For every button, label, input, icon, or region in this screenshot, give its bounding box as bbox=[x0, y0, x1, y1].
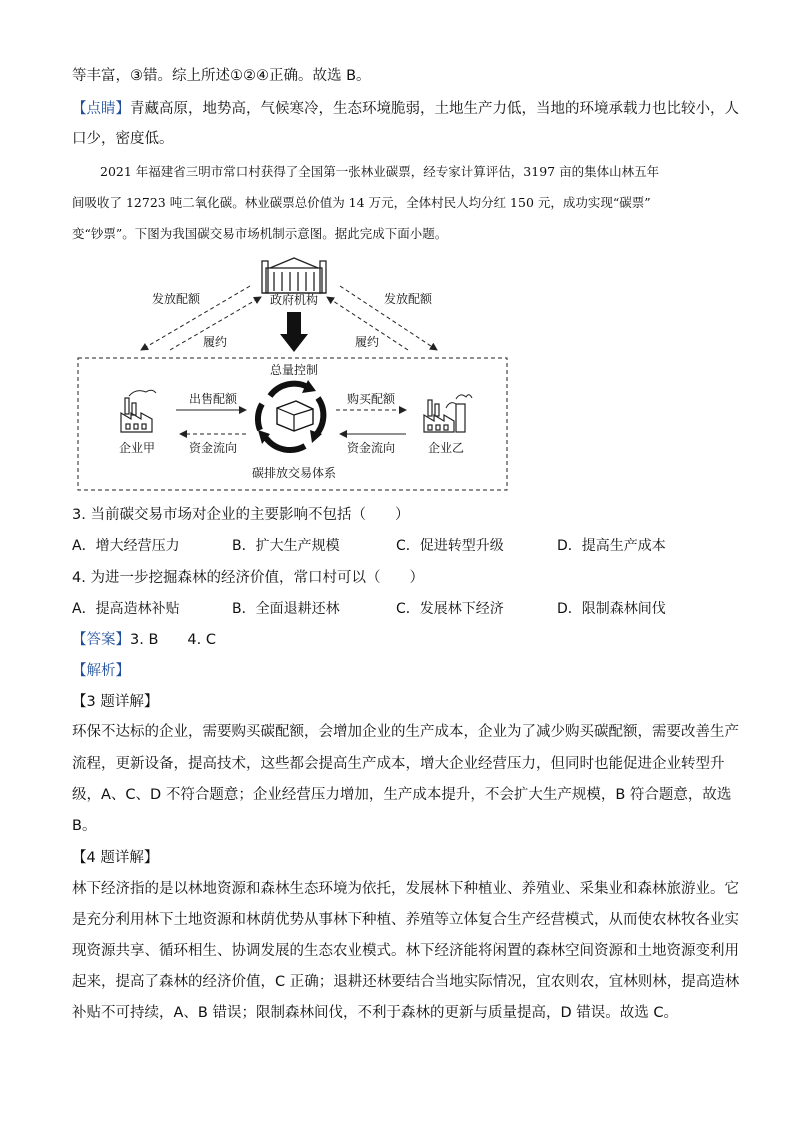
detail-4-line-3: 现资源共享、循环相生、协调发展的生态农业模式。林下经济能将闲置的森林空间资源和土地资源变利用 bbox=[72, 943, 739, 959]
fund-right-label: 资金流向 bbox=[346, 441, 396, 455]
total-control-label: 总量控制 bbox=[269, 363, 319, 377]
note-tag: 【点睛】 bbox=[72, 101, 130, 117]
factory-icon bbox=[121, 390, 156, 432]
detail-3-line-2: 流程，更新设备，提高技术，这些都会提高生产成本，增大企业经营压力，但同时也能促进企业转型升 bbox=[72, 756, 725, 772]
sell-label: 出售配额 bbox=[188, 392, 238, 406]
fund-left-label: 资金流向 bbox=[188, 441, 238, 455]
system-label: 碳排放交易体系 bbox=[251, 466, 337, 480]
detail-4-line-2: 是充分利用林下土地资源和林荫优势从事林下种植、养殖等立体复合生产经营模式，从而使农林牧各业实 bbox=[72, 912, 739, 928]
fulfill-left-label: 履约 bbox=[202, 335, 228, 349]
factory-icon bbox=[424, 395, 472, 432]
down-arrow-icon bbox=[280, 312, 308, 352]
fulfill-right-label: 履约 bbox=[354, 335, 380, 349]
company-a-label: 企业甲 bbox=[118, 441, 156, 455]
carbon-market-diagram bbox=[0, 0, 794, 500]
note-text-cont: 口少，密度低。 bbox=[72, 131, 174, 147]
detail-3-title: 【3 题详解】 bbox=[72, 694, 159, 710]
detail-3-line-1: 环保不达标的企业，需要购买碳配额，会增加企业的生产成本，企业为了减少购买碳配额，需要改善生产 bbox=[72, 724, 739, 740]
detail-3-line-3: 级，A、C、D 不符合题意；企业经营压力增加，生产成本提升，不会扩大生产规模，B 符合题意，故选 bbox=[72, 787, 732, 803]
intro-line-1: 2021 年福建省三明市常口村获得了全国第一张林业碳票，经专家计算评估，3197 亩的集体山林五年 bbox=[100, 164, 660, 179]
government-building-icon bbox=[262, 258, 326, 293]
detail-4-line-1: 林下经济指的是以林地资源和森林生态环境为依托，发展林下种植业、养殖业、采集业和森林旅游业。它 bbox=[72, 881, 739, 897]
gov-label: 政府机构 bbox=[269, 293, 319, 307]
q4-option-d: D．限制森林间伐 bbox=[557, 601, 666, 617]
q4-option-c: C．发展林下经济 bbox=[396, 601, 504, 617]
q3-option-c: C．促进转型升级 bbox=[396, 538, 504, 554]
prev-conclusion: 等丰富，③错。综上所述①②④正确。故选 B。 bbox=[72, 68, 371, 84]
intro-line-2: 间吸收了 12723 吨二氧化碳。林业碳票总价值为 14 万元，全体村民人均分红 150 元，成功实现“碳票” bbox=[72, 195, 651, 210]
answer-text: 3. B 4. C bbox=[130, 632, 216, 648]
q3-option-b: B．扩大生产规模 bbox=[232, 538, 340, 554]
answer-line bbox=[72, 630, 216, 650]
detail-4-title: 【4 题详解】 bbox=[72, 850, 159, 866]
intro-line-3: 变“钞票”。下图为我国碳交易市场机制示意图。据此完成下面小题。 bbox=[72, 226, 448, 241]
answer-tag: 【答案】 bbox=[72, 632, 130, 648]
q3-stem: 3. 当前碳交易市场对企业的主要影响不包括（ ） bbox=[72, 507, 410, 523]
issue-left-label: 发放配额 bbox=[151, 292, 201, 306]
analysis-tag: 【解析】 bbox=[72, 663, 130, 679]
q3-option-a: A．增大经营压力 bbox=[72, 538, 180, 554]
q4-option-b: B．全面退耕还林 bbox=[232, 601, 340, 617]
issue-right-label: 发放配额 bbox=[383, 292, 433, 306]
carbon-trading-cycle-icon bbox=[258, 380, 323, 450]
company-b-label: 企业乙 bbox=[427, 441, 465, 455]
q4-option-a: A．提高造林补贴 bbox=[72, 601, 180, 617]
detail-3-line-4: B。 bbox=[72, 818, 97, 834]
q4-stem: 4. 为进一步挖掘森林的经济价值，常口村可以（ ） bbox=[72, 570, 424, 586]
note-text: 青藏高原，地势高，气候寒冷，生态环境脆弱，土地生产力低，当地的环境承载力也比较小，人 bbox=[130, 101, 739, 117]
q3-option-d: D．提高生产成本 bbox=[557, 538, 666, 554]
detail-4-line-5: 补贴不可持续，A、B 错误；限制森林间伐，不利于森林的更新与质量提高，D 错误。故选 C。 bbox=[72, 1005, 678, 1021]
buy-label: 购买配额 bbox=[346, 392, 396, 406]
detail-4-line-4: 起来，提高了森林的经济价值，C 正确；退耕还林要结合当地实际情况，宜农则农，宜林则林，提高造林 bbox=[72, 974, 740, 990]
